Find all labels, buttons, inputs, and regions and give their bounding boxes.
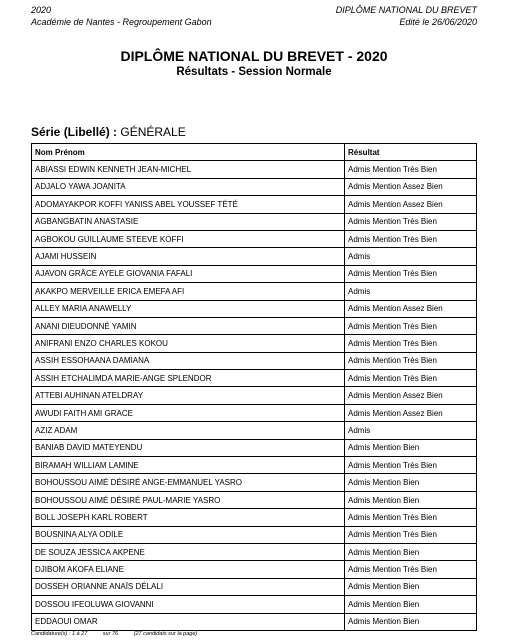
candidate-name-cell: DOSSOU IFEOLUWA GIOVANNI (32, 596, 345, 613)
candidate-name-cell: AZIZ ADAM (32, 422, 345, 439)
result-cell: Admis Mention Bien (345, 578, 477, 595)
candidate-name-cell: ANANI DIEUDONNÉ YAMIN (32, 317, 345, 334)
result-cell: Admis Mention Bien (345, 491, 477, 508)
table-row (32, 370, 477, 387)
result-cell: Admis Mention Très Bien (345, 161, 477, 178)
table-row (32, 387, 477, 404)
column-header-name: Nom Prénom (32, 144, 345, 161)
result-cell: Admis Mention Très Bien (345, 213, 477, 230)
candidate-name-cell: ADOMAYAKPOR KOFFI YANISS ABEL YOUSSEF TÉTÉ (32, 196, 345, 213)
table-row (32, 613, 477, 630)
candidate-name-cell: BOUSNINA ALYA ODILE (32, 526, 345, 543)
candidate-name-cell: ASSIH ETCHALIMDA MARIE-ANGE SPLENDOR (32, 370, 345, 387)
result-cell: Admis Mention Très Bien (345, 370, 477, 387)
table-row (32, 161, 477, 178)
table-row (32, 491, 477, 508)
table-row (32, 596, 477, 613)
candidate-name-cell: DJIBOM AKOFA ELIANE (32, 561, 345, 578)
candidate-name-cell: BOLL JOSEPH KARL ROBERT (32, 509, 345, 526)
result-cell: Admis Mention Assez Bien (345, 300, 477, 317)
table-row (32, 335, 477, 352)
table-row (32, 543, 477, 560)
result-cell: Admis Mention Bien (345, 543, 477, 560)
table-row (32, 213, 477, 230)
results-body (32, 161, 477, 631)
result-cell: Admis Mention Très Bien (345, 317, 477, 334)
result-cell: Admis Mention Bien (345, 474, 477, 491)
result-cell: Admis Mention Très Bien (345, 457, 477, 474)
result-cell: Admis Mention Très Bien (345, 561, 477, 578)
footer-candidatures: Candidature(s) : 1 à 27 (31, 631, 88, 637)
header-diploma: DIPLÔME NATIONAL DU BREVET (335, 5, 477, 15)
result-cell: Admis Mention Bien (345, 439, 477, 456)
result-cell: Admis Mention Très Bien (345, 230, 477, 247)
candidate-name-cell: BOHOUSSOU AIMÉ DÉSIRÉ ANGE-EMMANUEL YASRO (32, 474, 345, 491)
result-cell: Admis Mention Assez Bien (345, 178, 477, 195)
footer-total: sur 76 (102, 631, 119, 637)
table-row (32, 317, 477, 334)
header-left (31, 4, 212, 28)
candidate-name-cell: ABIASSI EDWIN KENNETH JEAN-MICHEL (32, 161, 345, 178)
header-academy: Académie de Nantes - Regroupement Gabon (31, 17, 212, 27)
candidate-name-cell: AGBOKOU GUILLAUME STEEVE KOFFI (32, 230, 345, 247)
page-footer (31, 631, 211, 637)
result-cell: Admis Mention Très Bien (345, 352, 477, 369)
candidate-name-cell: AGBANGBATIN ANASTASIE (32, 213, 345, 230)
table-row (32, 265, 477, 282)
table-header-row (32, 144, 477, 161)
table-row (32, 509, 477, 526)
candidate-name-cell: BOHOUSSOU AIMÉ DÉSIRÉ PAUL-MARIE YASRO (32, 491, 345, 508)
candidate-name-cell: ANIFRANI ENZO CHARLES KOKOU (32, 335, 345, 352)
candidate-name-cell: AJAMI HUSSEIN (32, 248, 345, 265)
table-row (32, 178, 477, 195)
table-row (32, 561, 477, 578)
table-row (32, 196, 477, 213)
table-row (32, 422, 477, 439)
candidate-name-cell: ALLEY MARIA ANAWELLY (32, 300, 345, 317)
results-table (31, 143, 477, 631)
candidate-name-cell: BANIAB DAVID MATEYENDU (32, 439, 345, 456)
header-right (336, 4, 477, 28)
serie-label: Série (Libellé) : (31, 125, 118, 139)
serie-value: GÉNÉRALE (120, 125, 186, 139)
result-cell: Admis (345, 283, 477, 300)
candidate-name-cell: BIRAMAH WILLIAM LAMINE (32, 457, 345, 474)
result-cell: Admis Mention Très Bien (345, 265, 477, 282)
result-cell: Admis Mention Très Bien (345, 526, 477, 543)
result-cell: Admis Mention Très Bien (345, 509, 477, 526)
result-cell: Admis Mention Assez Bien (345, 387, 477, 404)
result-cell: Admis Mention Très Bien (345, 335, 477, 352)
table-row (32, 578, 477, 595)
header-edit-date: Edité le 26/06/2020 (399, 17, 477, 27)
candidate-name-cell: DE SOUZA JESSICA AKPENE (32, 543, 345, 560)
page-subtitle: Résultats - Session Normale (176, 66, 332, 78)
candidate-name-cell: AWUDI FAITH AMI GRACE (32, 404, 345, 421)
result-cell: Admis Mention Assez Bien (345, 404, 477, 421)
page-title: DIPLÔME NATIONAL DU BREVET - 2020 (120, 48, 388, 64)
table-row (32, 526, 477, 543)
candidate-name-cell: DOSSEH ORIANNE ANAÏS DÉLALI (32, 578, 345, 595)
candidate-name-cell: AKAKPO MERVEILLE ERICA EMEFA AFI (32, 283, 345, 300)
result-cell: Admis Mention Assez Bien (345, 196, 477, 213)
result-cell: Admis Mention Bien (345, 613, 477, 630)
result-cell: Admis Mention Bien (345, 596, 477, 613)
header-year: 2020 (31, 5, 52, 15)
candidate-name-cell: ADJALO YAWA JOANITA (32, 178, 345, 195)
footer-page-count: (27 candidats sur la page) (133, 631, 198, 637)
table-row (32, 457, 477, 474)
table-row (32, 248, 477, 265)
table-row (32, 404, 477, 421)
candidate-name-cell: AJAVON GRÂCE AYELE GIOVANIA FAFALI (32, 265, 345, 282)
result-cell: Admis (345, 248, 477, 265)
result-cell: Admis (345, 422, 477, 439)
serie-heading (31, 125, 186, 139)
candidate-name-cell: ASSIH ESSOHAANA DAMIANA (32, 352, 345, 369)
table-row (32, 352, 477, 369)
table-row (32, 439, 477, 456)
candidate-name-cell: ATTEBI AUHINAN ATELDRAY (32, 387, 345, 404)
table-row (32, 300, 477, 317)
table-row (32, 230, 477, 247)
candidate-name-cell: EDDAOUI OMAR (32, 613, 345, 630)
column-header-result: Résultat (345, 144, 477, 161)
table-row (32, 283, 477, 300)
table-row (32, 474, 477, 491)
